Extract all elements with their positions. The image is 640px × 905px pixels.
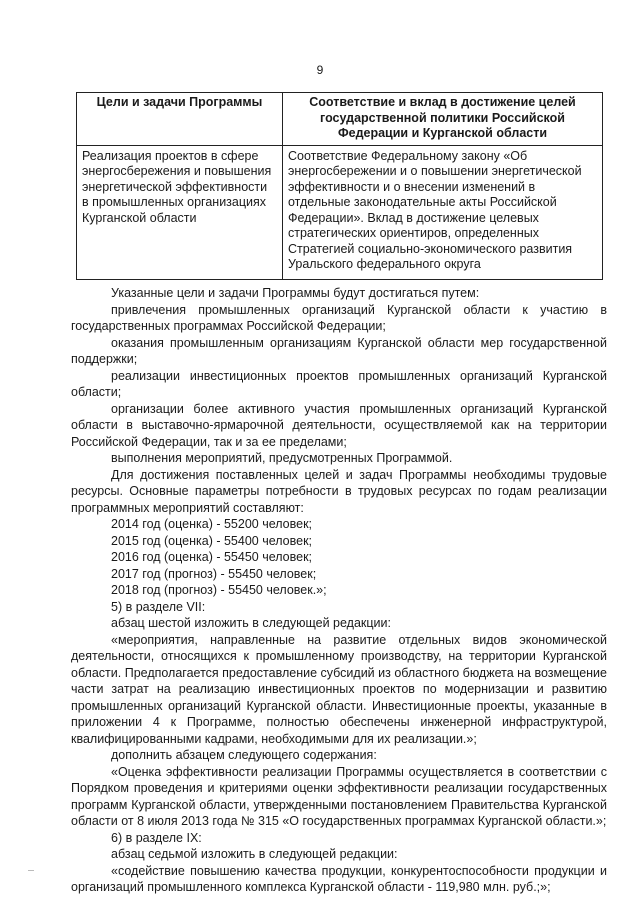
paragraph: абзац седьмой изложить в следующей редакции: <box>111 847 398 861</box>
paragraph: организации более активного участия промышленных организаций Курганской области в выставочно-ярмарочной деятельности, осуществляемой как на территории Российской Федерации, так и за ее пределами; <box>71 401 607 449</box>
paragraph: 2018 год (прогноз) - 55450 человек.»; <box>111 583 327 597</box>
table-row <box>77 145 603 279</box>
table-header-goals: Цели и задачи Программы <box>77 93 283 146</box>
paragraph: «содействие повышению качества продукции, конкурентоспособности продукции и организаций промышленного комплекса Курганской области - 119,980 млн. руб.;»; <box>71 863 607 894</box>
table-cell-compliance: Соответствие Федеральному закону «Об энергосбережении и о повышении энергетической эффективности и о внесении изменений в отдельные законодательные акты Российской Федерации». Вклад в достижение целевых стратегических ориентиров, определенных Стратегией социально-экономического развития Уральского федерального округа <box>283 145 603 279</box>
paragraph: реализации инвестиционных проектов промышленных организаций Курганской области; <box>71 368 607 399</box>
body-text <box>71 285 607 896</box>
table-header-compliance: Соответствие и вклад в достижение целей государственной политики Российской Федерации и Курганской области <box>283 93 603 146</box>
paragraph: 5) в разделе VII: <box>111 599 206 614</box>
paragraph: 6) в разделе IX: <box>111 830 202 845</box>
paragraph: Указанные цели и задачи Программы будут достигаться путем: <box>111 286 480 300</box>
scan-mark <box>28 870 34 871</box>
page-number: 9 <box>316 63 324 77</box>
paragraph: 2017 год (прогноз) - 55450 человек; <box>111 566 317 581</box>
paragraph: 2014 год (оценка) - 55200 человек; <box>111 517 313 531</box>
goals-table <box>76 92 603 280</box>
paragraph: 2016 год (оценка) - 55450 человек; <box>111 550 313 564</box>
paragraph: «мероприятия, направленные на развитие отдельных видов экономической деятельности, относящихся к промышленному производству, на территории Курганской области. Предполагается предоставление субсидий из областного бюджета на возмещение части затрат на реализацию инвестиционных проектов по модернизации и развитию промышленных организаций Курганской области. Инвестиционные проекты, указанные в приложении 4 к Программе, полностью обеспечены инженерной инфраструктурой, квалифицированными кадрами, необходимыми для их реализации.»; <box>71 632 607 746</box>
paragraph: 2015 год (оценка) - 55400 человек; <box>111 533 313 548</box>
paragraph: «Оценка эффективности реализации Программы осуществляется в соответствии с Порядком проведения и критериями оценки эффективности реализации государственных программ Курганской области, утвержденными постановлением Правительства Курганской области от 8 июля 2013 года № 315 «О государственных программах Курганской области.»; <box>71 764 607 828</box>
table-cell-goal: Реализация проектов в сфере энергосбережения и повышения энергетической эффективности в промышленных организациях Курганской области <box>77 145 283 279</box>
paragraph: абзац шестой изложить в следующей редакции: <box>111 616 391 630</box>
paragraph: выполнения мероприятий, предусмотренных Программой. <box>111 451 453 465</box>
table-header-row <box>77 93 603 146</box>
paragraph: дополнить абзацем следующего содержания: <box>111 748 377 762</box>
paragraph: привлечения промышленных организаций Курганской области к участию в государственных программах Российской Федерации; <box>71 302 607 333</box>
paragraph: оказания промышленным организациям Курганской области мер государственной поддержки; <box>71 335 607 366</box>
paragraph: Для достижения поставленных целей и задач Программы необходимы трудовые ресурсы. Основные параметры потребности в трудовых ресурсах по годам реализации программных мероприятий составляют: <box>71 467 607 515</box>
